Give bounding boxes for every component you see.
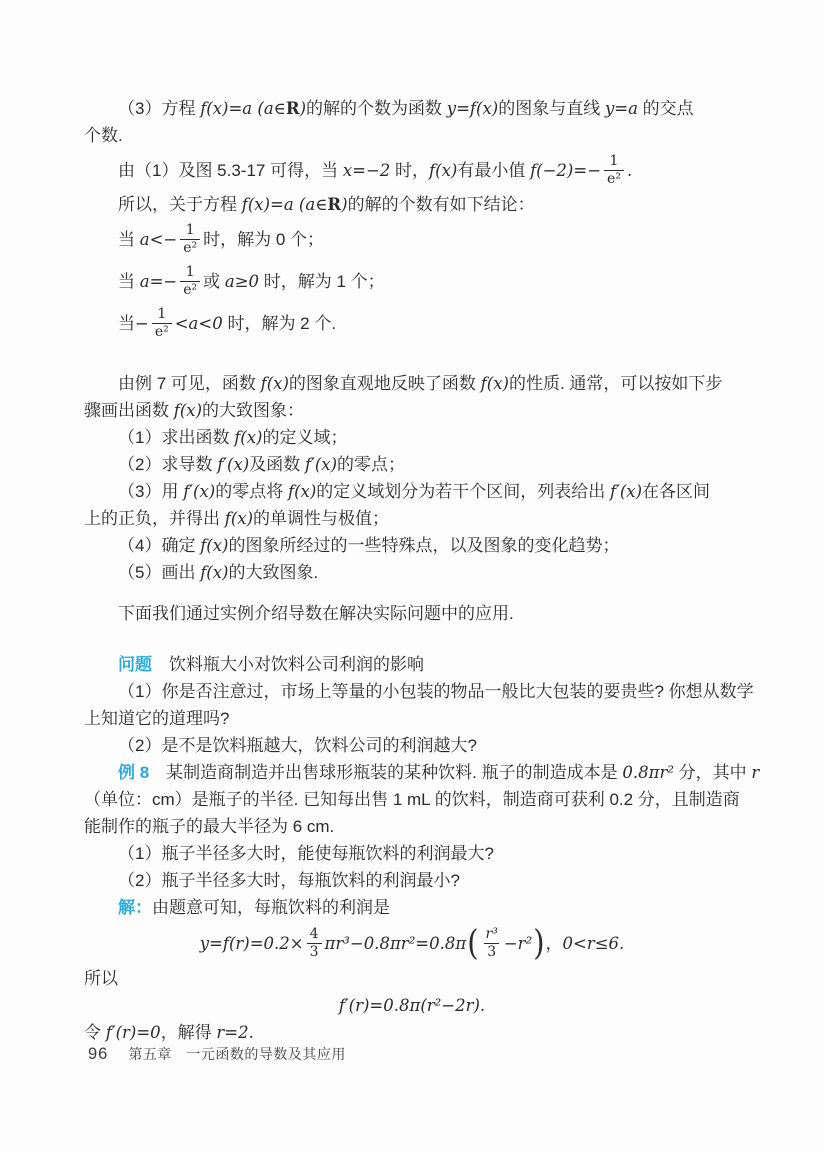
fraction-numerator: 4: [309, 926, 319, 943]
math-segment: f′(r)=0.8π(r²−2r).: [338, 996, 486, 1015]
text-segment: 某制造商制造并出售球形瓶装的某种饮料. 瓶子的制造成本是: [149, 763, 623, 782]
page-footer: [88, 1044, 346, 1064]
fraction-denominator: e²: [152, 323, 172, 340]
text-segment: 及函数: [249, 455, 305, 474]
math-segment: a≥0: [224, 271, 260, 291]
math-segment: r: [751, 763, 760, 782]
text-segment: （2）是不是饮料瓶越大，饮料公司的利润越大?: [118, 736, 477, 755]
paragraph-gap: [84, 586, 740, 600]
text-segment: 当: [118, 313, 135, 333]
math-segment: a<−: [139, 229, 178, 249]
line-step-5: [84, 559, 740, 586]
text-segment: 的图象直观地反映了函数: [288, 374, 481, 393]
line-step-2: [84, 451, 740, 478]
fraction-numerator: r³: [485, 926, 498, 943]
math-segment: y=f(x): [446, 99, 499, 118]
math-segment: f(x): [260, 374, 289, 393]
derivative-equation: [84, 992, 740, 1019]
text-segment: 的性质. 通常，可以按如下步: [508, 374, 723, 393]
fraction-numerator: 1: [185, 264, 195, 281]
math-segment: (a∈: [252, 99, 286, 118]
text-segment: 当: [118, 229, 140, 249]
math-segment: r=2.: [216, 1023, 254, 1042]
line-step-3a: [84, 478, 740, 505]
line-problem-q2: [84, 732, 740, 759]
math-segment: 0.8πr²: [622, 763, 674, 782]
text-segment: 下面我们通过实例介绍导数在解决实际问题中的应用.: [118, 604, 514, 623]
math-segment: f(x): [234, 428, 263, 447]
text-segment: 在各区间: [642, 482, 711, 501]
paragraph-gap: [84, 344, 740, 370]
text-segment: 或: [203, 271, 225, 291]
text-segment: 的定义域；: [262, 428, 348, 447]
line-case-0: [84, 218, 740, 260]
line-conclusion-intro: [84, 191, 740, 218]
math-segment: f(x)=a: [241, 195, 294, 214]
math-segment: ): [341, 195, 348, 214]
math-segment: y=f(r)=0.2×: [199, 933, 304, 953]
line-step-4: [84, 532, 740, 559]
text-segment: 上知道它的道理吗?: [84, 709, 230, 728]
line-min-value: [84, 149, 740, 191]
fraction: [180, 264, 200, 297]
text-segment: 分，其中: [673, 763, 752, 782]
fraction: [307, 926, 322, 959]
text-segment: （3）方程: [118, 99, 201, 118]
text-segment: 有最小值: [457, 160, 531, 180]
text-segment: 骤画出函数: [84, 401, 174, 420]
line-steps-intro-2: [84, 397, 740, 424]
math-segment: f(x): [480, 374, 509, 393]
line-problem-q1a: [84, 678, 754, 705]
text-segment: 令: [84, 1023, 106, 1042]
text-segment: 的解的个数为函数: [306, 99, 447, 118]
text-segment: 能制作的瓶子的最大半径为 6 cm.: [84, 817, 335, 836]
fraction: [180, 222, 200, 255]
text-segment: （1）瓶子半径多大时，能使每瓶饮料的利润最大?: [118, 844, 494, 863]
text-segment: （1）你是否注意过，市场上等量的小包装的物品一般比大包装的要贵些? 你想从数学: [118, 682, 754, 701]
text-segment: 当: [118, 271, 140, 291]
text-segment: ，解得: [160, 1023, 217, 1042]
text-segment: （单位：cm）是瓶子的半径. 已知每出售 1 mL 的饮料，制造商可获利 0.2 分，且制造商: [84, 790, 740, 809]
math-segment: −r²: [503, 933, 533, 953]
math-segment: y=a: [604, 99, 638, 118]
text-segment: 的解的个数有如下结论：: [347, 195, 535, 214]
line-example8-2: [84, 786, 740, 813]
text-segment: ，: [545, 933, 563, 953]
text-segment: 的大致图象：: [202, 401, 305, 420]
math-segment: f′(x): [304, 455, 338, 474]
text-segment: 的零点将: [215, 482, 288, 501]
accent-label: 问题: [118, 655, 152, 674]
profit-equation: [84, 921, 740, 965]
fraction-denominator: 3: [484, 943, 499, 960]
math-segment: 0<r≤6.: [562, 933, 625, 953]
math-segment: a=−: [139, 271, 178, 291]
math-segment: (a∈: [293, 195, 328, 214]
text-segment: 的交点: [637, 99, 694, 118]
line-transition: [84, 600, 740, 627]
text-segment: 时，解为 1 个；: [259, 271, 385, 291]
math-bold-segment: R: [327, 195, 342, 214]
text-segment: 由（1）及图 5.3-17 可得，当: [118, 160, 343, 180]
line-case-1: [84, 260, 740, 302]
text-segment: 所以，关于方程: [118, 195, 242, 214]
text-segment: 由例 7 可见，函数: [118, 374, 261, 393]
line-problem-heading: [84, 651, 740, 678]
fraction-numerator: 1: [609, 153, 619, 170]
big-paren-icon: (: [467, 922, 479, 963]
math-segment: f(x): [173, 401, 203, 420]
math-segment: .: [626, 160, 633, 180]
accent-label: 解：: [118, 898, 152, 917]
line-problem-q1b: [84, 705, 740, 732]
text-segment: （4）确定: [118, 536, 201, 555]
text-segment: （2）求导数: [118, 455, 218, 474]
math-segment: −: [135, 313, 149, 333]
text-segment: 上的正负，并得出: [84, 509, 225, 528]
fraction: [152, 306, 172, 339]
fraction: [483, 926, 501, 959]
math-segment: f(x): [200, 536, 229, 555]
line-step-1: [84, 424, 740, 451]
fraction-numerator: 1: [185, 222, 195, 239]
line-steps-intro-1: [84, 370, 740, 397]
line-example8-q2: [84, 867, 740, 894]
line-item3-1: [84, 95, 740, 122]
line-example8-3: [84, 813, 740, 840]
accent-label: 例 8: [118, 763, 150, 782]
text-segment: （1）求出函数: [118, 428, 235, 447]
paragraph-gap: [84, 627, 740, 651]
fraction-denominator: e²: [604, 170, 624, 187]
text-segment: 时，解为 2 个.: [222, 313, 337, 333]
text-segment: 的图象所经过的一些特殊点，以及图象的变化趋势；: [228, 536, 620, 555]
fraction-denominator: e²: [180, 239, 200, 256]
line-example8-1: [84, 759, 760, 786]
text-segment: 的大致图象.: [228, 563, 319, 582]
fraction-numerator: 1: [157, 306, 167, 323]
math-segment: x=−2: [342, 160, 391, 180]
text-segment: 个数.: [84, 126, 123, 145]
math-segment: f(x)=a: [200, 99, 253, 118]
math-bold-segment: R: [285, 99, 300, 118]
math-segment: f(x): [200, 563, 229, 582]
line-solve: [84, 1019, 740, 1046]
text-segment: 由题意可知，每瓶饮料的利润是: [152, 898, 390, 917]
text-segment: 时，解为 0 个；: [203, 229, 325, 249]
line-therefore: [84, 965, 740, 992]
line-item3-2: [84, 122, 740, 149]
page-number: 96: [88, 1045, 109, 1063]
math-segment: f(x): [287, 482, 317, 501]
text-segment: （3）用: [118, 482, 184, 501]
text-segment: 的零点；: [337, 455, 406, 474]
math-segment: f(−2)=−: [530, 160, 602, 180]
math-segment: f′(x): [610, 482, 643, 501]
text-segment: 饮料瓶大小对饮料公司利润的影响: [152, 655, 424, 674]
fraction-denominator: e²: [180, 281, 200, 298]
text-segment: （2）瓶子半径多大时，每瓶饮料的利润最小?: [118, 871, 460, 890]
text-segment: （5）画出: [118, 563, 201, 582]
text-segment: 所以: [84, 969, 118, 988]
chapter-title: 第五章 一元函数的导数及其应用: [128, 1046, 346, 1062]
math-segment: <a<0: [174, 313, 223, 333]
math-segment: ): [299, 99, 307, 118]
math-segment: f(x): [429, 160, 458, 180]
math-segment: f′(r)=0: [105, 1023, 161, 1042]
text-segment: 的定义域划分为若干个区间，列表给出: [316, 482, 610, 501]
text-segment: 时，: [390, 160, 430, 180]
math-segment: f′(x): [217, 455, 250, 474]
text-segment: 的图象与直线: [498, 99, 605, 118]
math-segment: πr³−0.8πr²=0.8π: [324, 933, 467, 953]
fraction-denominator: 3: [307, 943, 322, 960]
line-example8-q1: [84, 840, 740, 867]
text-segment: 的单调性与极值；: [253, 509, 390, 528]
line-step-3b: [84, 505, 740, 532]
line-solution-intro: [84, 894, 740, 921]
big-paren-icon: ): [533, 922, 545, 963]
fraction: [604, 153, 624, 186]
line-case-2: [84, 302, 740, 344]
math-segment: f′(x): [183, 482, 216, 501]
math-segment: f(x): [224, 509, 254, 528]
